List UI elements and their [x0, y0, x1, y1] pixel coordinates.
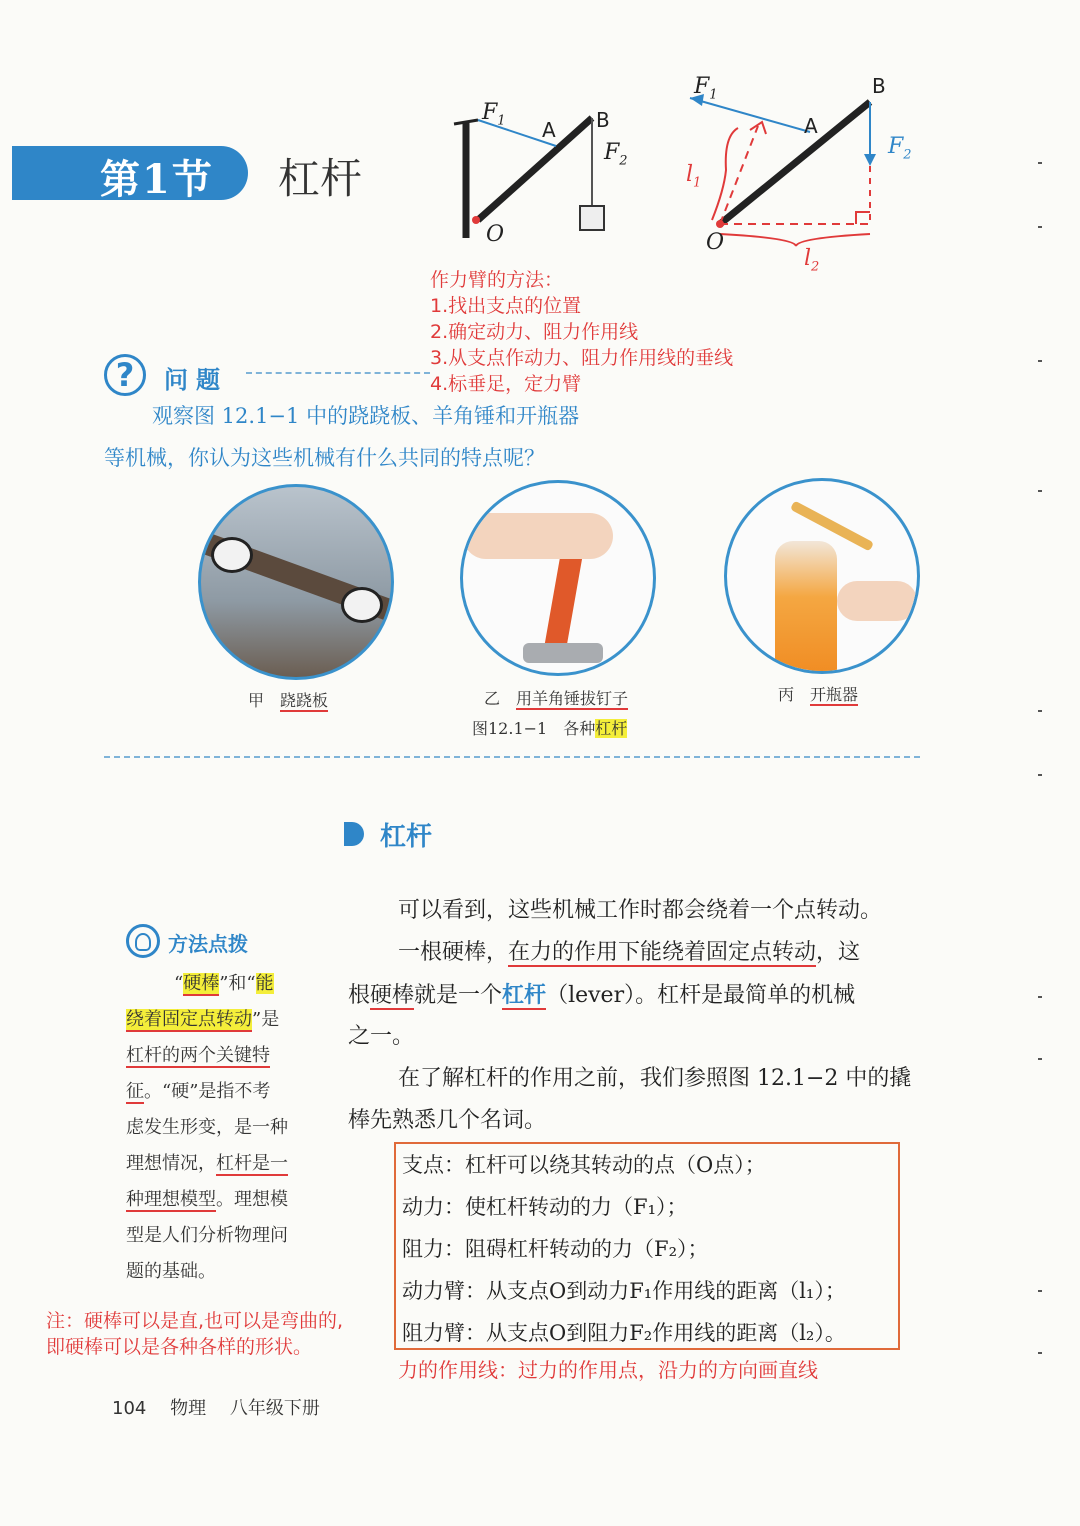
- definition-load: 阻力：阻碍杠杆转动的力（F₂）；: [402, 1237, 709, 1261]
- method-step: 1.找出支点的位置: [430, 295, 582, 317]
- method-note-title: 作力臂的方法：: [430, 269, 564, 291]
- caption-seesaw: 甲 跷跷板: [248, 691, 329, 710]
- figure-divider: [104, 756, 920, 758]
- method-step: 2.确定动力、阻力作用线: [430, 321, 639, 343]
- sidebar-line: 征。“硬”是指不考: [126, 1081, 271, 1102]
- panda-right: [341, 587, 383, 623]
- label-A-left: A: [542, 118, 556, 142]
- definitions-box: [394, 1142, 900, 1350]
- definition-effort-arm: 动力臂：从支点O到动力F₁作用线的距离（l₁）；: [402, 1279, 846, 1303]
- method-step: 3.从支点作动力、阻力作用线的垂线: [430, 347, 734, 369]
- sidebar-line: 虑发生形变，是一种: [126, 1117, 288, 1138]
- label-F1-left: $F_1$: [482, 100, 506, 129]
- caption-bottle-opener: 丙 开瓶器: [778, 685, 859, 704]
- margin-tick: [1038, 162, 1042, 164]
- sidebar-line: 杠杆的两个关键特: [126, 1045, 270, 1066]
- label-l2: $l_2$: [804, 246, 820, 275]
- label-B-left: B: [596, 108, 610, 132]
- label-F2-left: $F_2$: [604, 140, 628, 169]
- hammer-head: [523, 643, 603, 663]
- method-step: 4.标垂足，定力臂: [430, 373, 582, 395]
- margin-tick: [1038, 1058, 1042, 1060]
- panda-left: [211, 537, 253, 573]
- sidebar-line: 种理想模型。理想模: [126, 1189, 288, 1210]
- paragraph-2-line-2: 根硬棒就是一个杠杆（lever）。杠杆是最简单的机械: [348, 982, 856, 1008]
- question-label: 问题: [164, 366, 228, 394]
- label-l1: $l_1$: [686, 162, 702, 191]
- hand: [837, 581, 917, 621]
- line-of-action-note: 力的作用线：过力的作用点，沿力的方向画直线: [398, 1358, 818, 1382]
- paragraph-2-line-3: 之一。: [348, 1024, 415, 1049]
- sidebar-line: 绕着固定点转动”是: [126, 1009, 280, 1030]
- label-A-right: A: [804, 114, 818, 138]
- definition-fulcrum: 支点：杠杆可以绕其转动的点（O点）；: [402, 1153, 766, 1177]
- definition-effort: 动力：使杠杆转动的力（F₁）；: [402, 1195, 688, 1219]
- section-title: 杠杆: [278, 154, 363, 203]
- label-B-right: B: [872, 74, 886, 98]
- note-line-1: 注：硬棒可以是直,也可以是弯曲的,: [46, 1310, 344, 1332]
- sidebar-line: 型是人们分析物理问: [126, 1225, 288, 1246]
- margin-tick: [1038, 226, 1042, 228]
- sidebar-line: 题的基础。: [126, 1261, 216, 1282]
- lightbulb-icon: [126, 924, 160, 958]
- question-line-1: 观察图 12.1−1 中的跷跷板、羊角锤和开瓶器: [152, 404, 580, 428]
- footer-subject: 物理: [170, 1398, 207, 1419]
- margin-tick: [1038, 1352, 1042, 1354]
- paragraph-2-line-1: 一根硬棒，在力的作用下能绕着固定点转动，这: [398, 940, 861, 965]
- bottle-opener-photo: [724, 478, 920, 674]
- margin-tick: [1038, 490, 1042, 492]
- definition-load-arm: 阻力臂：从支点O到阻力F₂作用线的距离（l₂）。: [402, 1321, 846, 1345]
- margin-tick: [1038, 1290, 1042, 1292]
- question-line-2: 等机械，你认为这些机械有什么共同的特点呢？: [104, 446, 545, 470]
- sidebar-line: “硬棒”和“能: [174, 973, 274, 994]
- note-line-2: 即硬棒可以是各种各样的形状。: [46, 1336, 313, 1358]
- footer-grade: 八年级下册: [229, 1398, 320, 1419]
- subsection-title: 杠杆: [380, 822, 433, 852]
- page-footer: [112, 1394, 320, 1420]
- margin-tick: [1038, 710, 1042, 712]
- hand: [463, 513, 613, 559]
- margin-tick: [1038, 774, 1042, 776]
- label-F2-right: $F_2$: [888, 134, 912, 163]
- question-divider: [246, 372, 430, 374]
- label-O-right: O: [706, 230, 725, 255]
- sidebar-title: 方法点拨: [168, 932, 248, 956]
- method-note: [430, 267, 733, 397]
- seesaw-photo: [198, 484, 394, 680]
- paragraph-3-line-2: 棒先熟悉几个名词。: [348, 1108, 547, 1133]
- question-icon: ?: [104, 354, 146, 396]
- figure-title: 图12.1−1 各种杠杆: [472, 719, 628, 738]
- caption-hammer: 乙 用羊角锤拔钉子: [484, 689, 629, 708]
- margin-tick: [1038, 996, 1042, 998]
- hammer-photo: [460, 480, 656, 676]
- section-number: 第1节: [100, 156, 214, 203]
- label-F1-right: $F_1$: [694, 74, 718, 103]
- margin-tick: [1038, 360, 1042, 362]
- paragraph-1: 可以看到，这些机械工作时都会绕着一个点转动。: [398, 898, 883, 923]
- bottle: [775, 541, 837, 674]
- label-O-left: O: [486, 222, 505, 247]
- paragraph-3-line-1: 在了解杠杆的作用之前，我们参照图 12.1−2 中的撬: [398, 1066, 912, 1091]
- sidebar-line: 理想情况，杠杆是一: [126, 1153, 288, 1174]
- page-number: 104: [112, 1398, 147, 1419]
- subsection-marker: [344, 822, 364, 846]
